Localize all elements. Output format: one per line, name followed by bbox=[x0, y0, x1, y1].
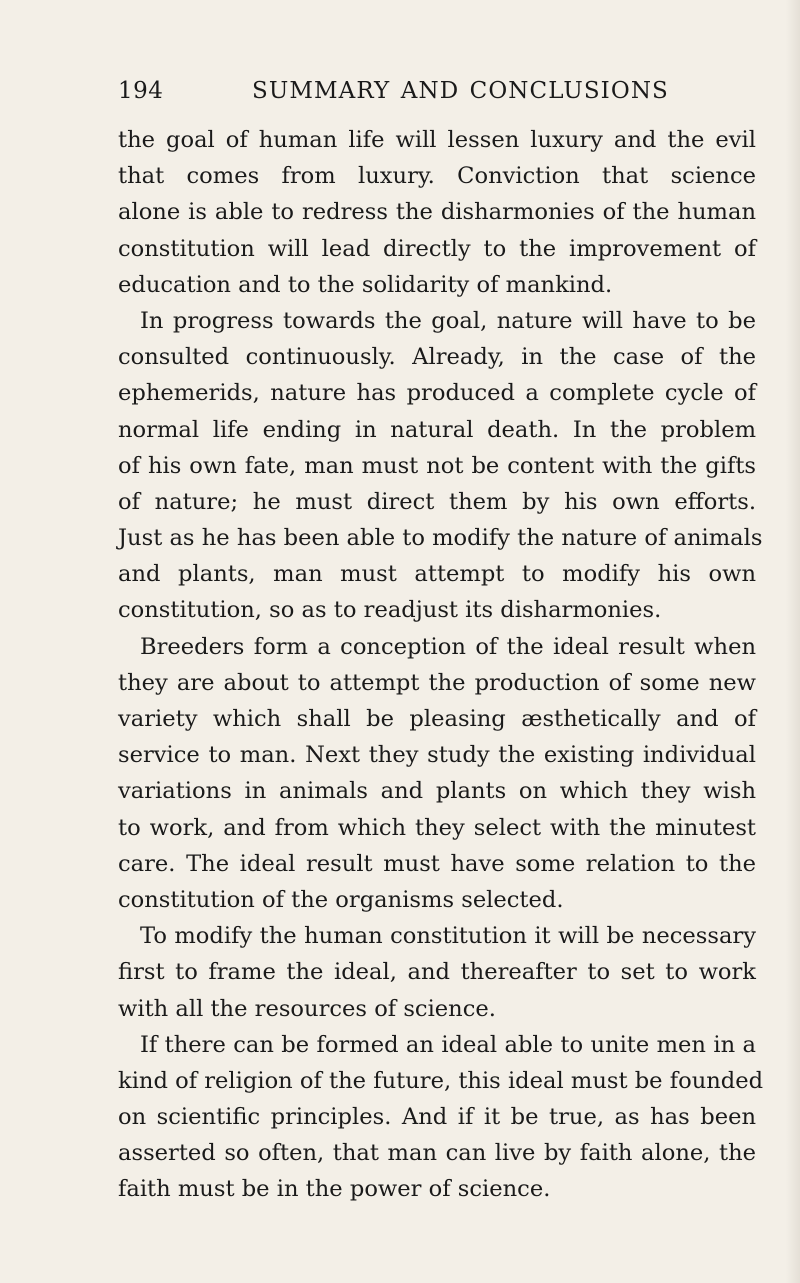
text-line: variety which shall be pleasing æsthetically and of bbox=[118, 706, 756, 732]
text-line: asserted so often, that man can live by faith alone, the bbox=[118, 1140, 756, 1167]
text-line: constitution of the organisms selected. bbox=[118, 886, 564, 913]
text-line: kind of religion of the future, this ideal must be founded bbox=[118, 1067, 764, 1094]
text-line: and plants, man must attempt to modify his own bbox=[118, 561, 756, 588]
text-line: consulted continuously. Already, in the case of the bbox=[118, 344, 756, 371]
text-line: faith must be in the power of science. bbox=[118, 1176, 551, 1203]
text-line: education and to the solidarity of mankind. bbox=[118, 271, 613, 298]
paragraph bbox=[118, 1027, 764, 1208]
text-line: constitution will lead directly to the improvement of bbox=[118, 235, 756, 262]
text-line: alone is able to redress the disharmonies of the human bbox=[118, 199, 756, 226]
paragraph bbox=[118, 629, 756, 919]
text-line: If there can be formed an ideal able to unite men in a bbox=[140, 1031, 756, 1058]
text-line: they are about to attempt the production of some new bbox=[118, 669, 756, 696]
text-line: ephemerids, nature has produced a complete cycle of bbox=[118, 380, 756, 407]
text-line: to work, and from which they select with the minutest bbox=[118, 814, 756, 841]
paragraph bbox=[118, 918, 756, 1027]
text-line: Breeders form a conception of the ideal result when bbox=[140, 633, 756, 660]
text-line: To modify the human constitution it will be necessary bbox=[140, 923, 756, 950]
paragraph bbox=[118, 303, 763, 629]
text-line: that comes from luxury. Conviction that science bbox=[118, 163, 756, 190]
chapter-title: SUMMARY AND CONCLUSIONS bbox=[252, 78, 669, 104]
text-line: variations in animals and plants on which they wish bbox=[118, 778, 756, 805]
running-head bbox=[118, 78, 745, 118]
page-edge-shadow bbox=[786, 0, 800, 1283]
body-text bbox=[118, 122, 764, 1208]
text-line: normal life ending in natural death. In the problem bbox=[118, 416, 756, 443]
text-line: constitution, so as to readjust its disharmonies. bbox=[118, 597, 662, 624]
text-line: of nature; he must direct them by his own efforts. bbox=[118, 488, 756, 515]
text-line: care. The ideal result must have some relation to the bbox=[118, 850, 756, 877]
text-line: of his own fate, man must not be content with the gifts bbox=[118, 452, 756, 479]
text-line: Just as he has been able to modify the nature of animals bbox=[118, 525, 763, 552]
text-line: with all the resources of science. bbox=[118, 995, 496, 1022]
page-number: 194 bbox=[118, 78, 164, 104]
text-line: first to frame the ideal, and thereafter to set to work bbox=[118, 959, 756, 986]
text-line: service to man. Next they study the existing individual bbox=[118, 742, 756, 769]
text-line: the goal of human life will lessen luxury and the evil bbox=[118, 127, 756, 153]
text-line: In progress towards the goal, nature will have to be bbox=[140, 307, 756, 334]
paragraph bbox=[118, 122, 756, 303]
text-line: on scientific principles. And if it be true, as has been bbox=[118, 1104, 756, 1131]
